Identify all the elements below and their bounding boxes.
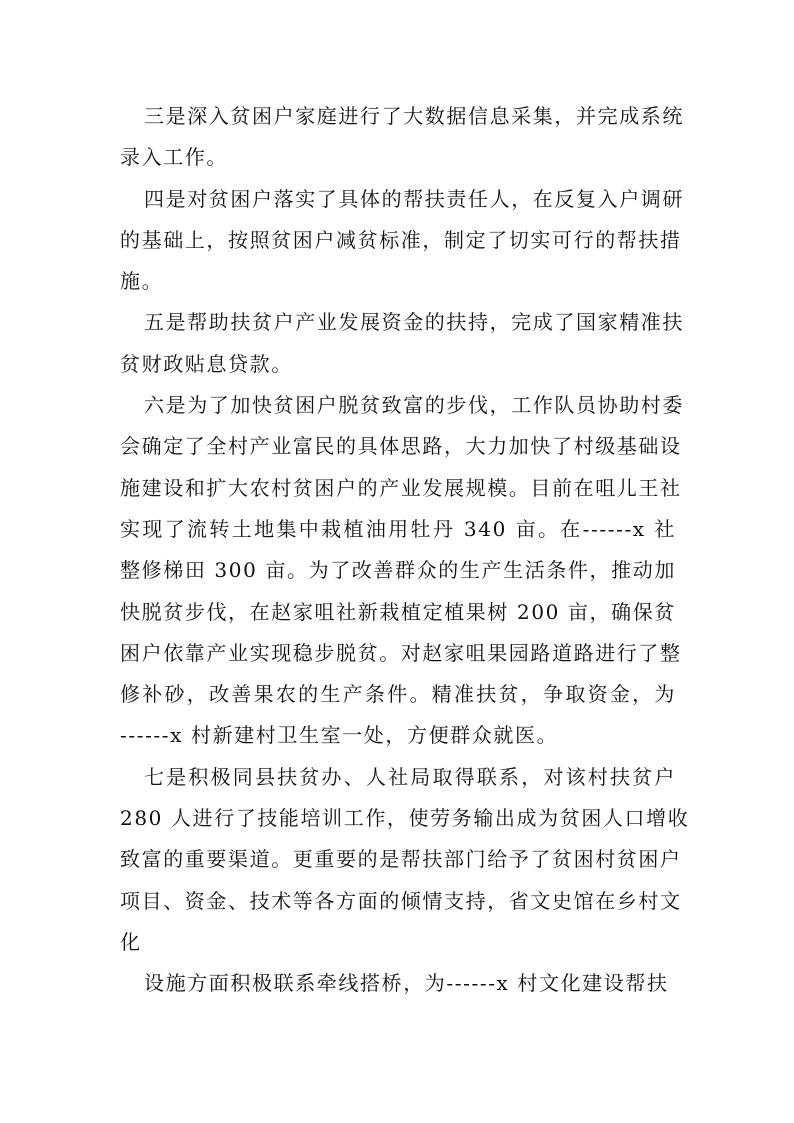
- text-line: 困户依靠产业实现稳步脱贫。对赵家咀果园路道路进行了整: [120, 640, 682, 665]
- paragraph: [120, 179, 684, 303]
- text-line: 的基础上，按照贫困户减贫标准，制定了切实可行的帮扶措: [120, 227, 682, 252]
- text-line: 致富的重要渠道。更重要的是帮扶部门给予了贫困村贫困户: [120, 847, 682, 872]
- text-line: 快脱贫步伐，在赵家咀社新栽植定植果树 200 亩，确保贫: [120, 599, 676, 624]
- text-line: 五是帮助扶贫户产业发展资金的扶持，完成了国家精准扶: [144, 310, 684, 335]
- text-line: 280 人进行了技能培训工作，使劳务输出成为贫困人口增收: [120, 806, 690, 831]
- text-line: 录入工作。: [120, 145, 228, 170]
- text-line: 整修梯田 300 亩。为了改善群众的生产生活条件，推动加: [120, 558, 676, 583]
- paragraph: [120, 385, 684, 757]
- text-line: 三是深入贫困户家庭进行了大数据信息采集，并完成系统: [144, 104, 684, 128]
- paragraph: [120, 302, 684, 385]
- document-page: [120, 96, 690, 1005]
- text-line: 六是为了加快贫困户脱贫致富的步伐，工作队员协助村委: [144, 393, 684, 418]
- text-line: 会确定了全村产业富民的具体思路，大力加快了村级基础设: [120, 434, 682, 459]
- paragraph: [120, 96, 684, 179]
- text-line: 化: [120, 929, 142, 954]
- text-line: 修补砂，改善果农的生产条件。精准扶贫，争取资金，为: [120, 682, 676, 707]
- paragraph: [120, 963, 676, 1004]
- text-line: 四是对贫困户落实了具体的帮扶责任人，在反复入户调研: [144, 186, 684, 211]
- text-line: 贫财政贴息贷款。: [120, 351, 293, 376]
- text-line: 施。: [120, 269, 164, 294]
- text-line: 项目、资金、技术等各方面的倾情支持，省文史馆在乡村文: [120, 888, 682, 913]
- paragraph: [120, 757, 690, 963]
- text-line: 实现了流转土地集中栽植油用牡丹 340 亩。在------x 社: [120, 516, 676, 541]
- text-line: ------x 村新建村卫生室一处，方便群众就医。: [120, 723, 559, 748]
- text-line: 施建设和扩大农村贫困户的产业发展规模。目前在咀儿王社: [120, 475, 682, 500]
- text-line: 设施方面积极联系牵线搭桥，为------x 村文化建设帮扶: [144, 971, 669, 996]
- text-line: 七是积极同县扶贫办、人社局取得联系，对该村扶贫户: [144, 764, 676, 789]
